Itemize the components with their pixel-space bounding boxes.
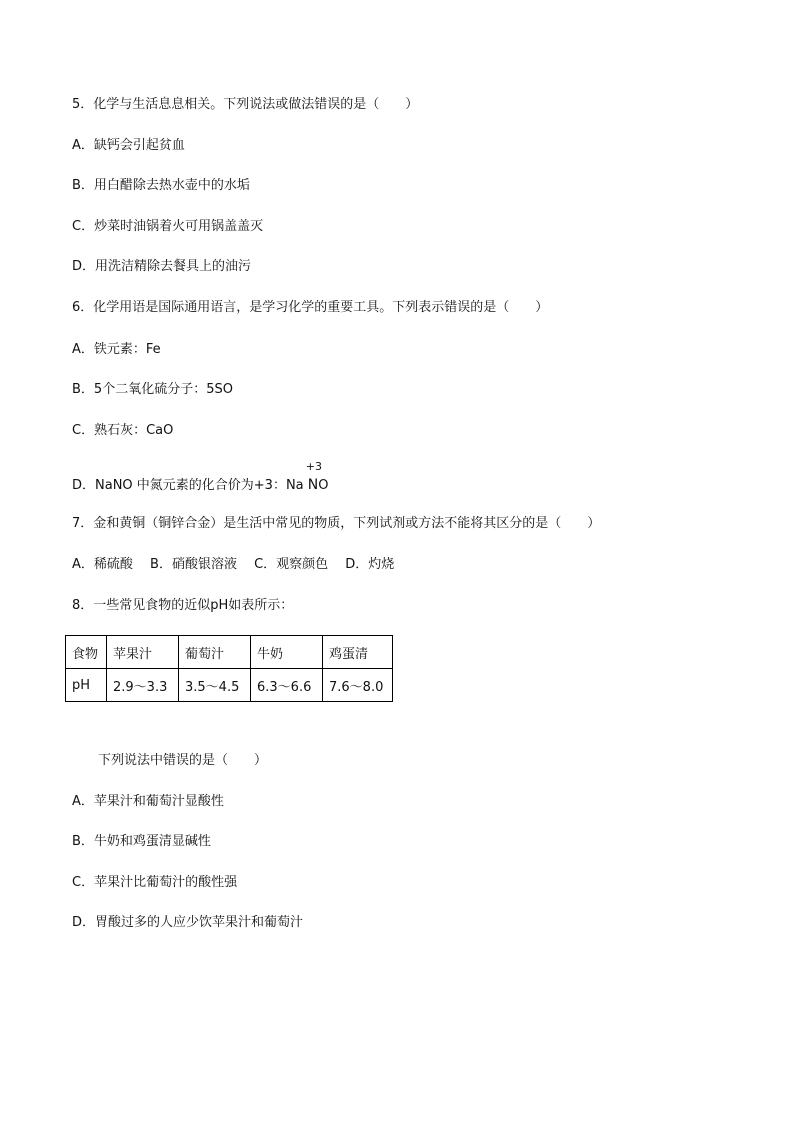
q6-option-a: A．铁元素：Fe [72,342,161,357]
table-cell: 2.9～3.3 [107,669,179,702]
q8-sub-stem: 下列说法中错误的是（ ） [98,753,268,768]
q5-stem: 5．化学与生活息息相关。下列说法或做法错误的是（ ） [72,97,419,112]
q6-option-d-text: D．NaNO 中氮元素的化合价为+3：Na [72,478,304,493]
valence-oxygen: O [318,478,329,493]
ph-table [65,635,393,702]
q8-stem: 8．一些常见食物的近似pH如表所示： [72,598,294,613]
table-cell: 食物 [66,636,107,669]
table-cell: 7.6～8.0 [323,669,393,702]
table-cell: pH [66,669,107,702]
q6-option-b: B．5个二氧化硫分子：5SO [72,382,233,397]
q5-option-c: C．炒菜时油锅着火可用锅盖盖灭 [72,219,264,234]
q5-option-a: A．缺钙会引起贫血 [72,138,185,153]
q8-option-b: B．牛奶和鸡蛋清显碱性 [72,834,211,849]
table-cell: 3.5～4.5 [179,669,251,702]
valence-notation [305,460,323,495]
q8-option-c: C．苹果汁比葡萄汁的酸性强 [72,875,238,890]
table-cell: 6.3～6.6 [251,669,323,702]
table-cell: 葡萄汁 [179,636,251,669]
table-cell: 苹果汁 [107,636,179,669]
q5-option-b: B．用白醋除去热水壶中的水垢 [72,178,250,193]
valence-element: N [307,477,319,493]
table-cell: 牛奶 [251,636,323,669]
valence-superscript: +3 [305,460,323,473]
q8-option-a: A．苹果汁和葡萄汁显酸性 [72,794,224,809]
q8-option-d: D．胃酸过多的人应少饮苹果汁和葡萄汁 [72,915,304,930]
table-row [66,669,393,702]
table-cell: 鸡蛋清 [323,636,393,669]
q7-options: A．稀硫酸 B．硝酸银溶液 C．观察颜色 D．灼烧 [72,557,395,572]
table-header-row [66,636,393,669]
q7-stem: 7．金和黄铜（铜锌合金）是生活中常见的物质，下列试剂或方法不能将其区分的是（ ） [72,516,601,531]
q5-option-d: D．用洗洁精除去餐具上的油污 [72,259,252,274]
q6-option-c: C．熟石灰：CaO [72,423,174,438]
q6-stem: 6．化学用语是国际通用语言，是学习化学的重要工具。下列表示错误的是（ ） [72,300,549,315]
q6-option-d [72,460,329,495]
